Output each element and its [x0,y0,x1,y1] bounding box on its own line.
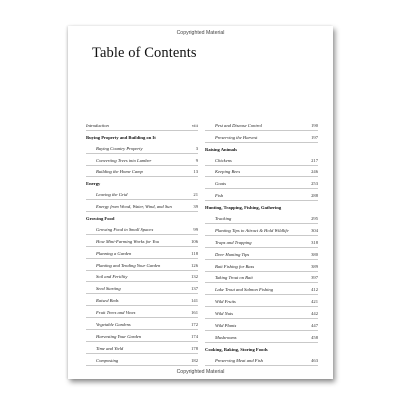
toc-entry [86,259,198,271]
toc-entry-page-number: 197 [311,134,318,140]
toc-entry-title: Mushrooms [215,334,237,340]
toc-entry-title: Planting and Tending Your Garden [96,262,161,268]
toc-entry-title: Growing Food in Small Spaces [96,226,154,232]
toc-entry [205,331,318,343]
toc-entry [205,177,318,189]
toc-entry-title: Bait Fishing for Bass [215,263,255,269]
toc-entry-page-number: 442 [311,311,318,317]
toc-entry-title: Vegetable Gardens [96,322,131,328]
toc-entry-page-number: 172 [191,322,198,328]
toc-entry [205,272,318,284]
toc-entry [86,154,198,166]
toc-entry [205,119,318,131]
toc-entry [205,307,318,319]
toc-entry-page-number: 421 [311,299,318,305]
toc-section-heading [86,131,198,142]
toc-entry-title: Seed Starting [96,286,121,292]
toc-entry-title: How Mini-Farming Works for You [96,238,159,244]
toc-entry-title: Preserving Meat and Fish [215,357,263,363]
toc-entry-page-number: 21 [193,192,198,198]
toc-entry-title: Chickens [215,157,232,163]
toc-entry-title: Buying Country Property [96,145,143,151]
toc-entry [205,354,318,366]
toc-entry [86,235,198,247]
toc-entry-page-number: 463 [311,357,318,363]
toc-entry-page-number: 318 [311,239,318,245]
toc-entry-page-number: 217 [311,157,318,163]
toc-entry-page-number: 295 [311,216,318,222]
book-page [68,26,333,379]
toc-entry [205,154,318,166]
toc-entry [86,306,198,318]
toc-entry-title: Buying Property and Building on It [86,134,156,140]
toc-section-heading [205,201,318,212]
toc-entry-page-number: 304 [311,227,318,233]
toc-entry-page-number: 3 [195,145,198,151]
toc-entry [205,248,318,260]
copyright-notice-bottom: Copyrighted Material [176,369,225,375]
toc-entry-title: Wild Fruits [215,299,236,305]
toc-entry-page-number: 182 [191,357,198,363]
toc-entry [205,260,318,272]
toc-entry-title: Tracking [215,216,232,222]
toc-entry [86,166,198,178]
toc-entry-page-number: 106 [191,238,198,244]
toc-entry-title: Traps and Trapping [215,239,252,245]
toc-entry-title: Planning a Garden [96,250,132,256]
toc-section-heading [86,212,198,223]
toc-entry-page-number: viii [191,122,198,128]
toc-section-heading [205,143,318,154]
toc-entry [86,294,198,306]
toc-entry [86,188,198,200]
toc-entry-page-number: 118 [191,250,198,256]
toc-entry [86,318,198,330]
toc-entry-page-number: 380 [311,251,318,257]
toc-entry-page-number: 39 [193,204,198,210]
copyright-notice-top: Copyrighted Material [176,30,225,36]
toc-entry [205,295,318,307]
toc-entry-page-number: 389 [311,263,318,269]
toc-entry-page-number: 141 [191,298,198,304]
toc-entry-title: Goats [215,181,226,187]
toc-entry-page-number: 190 [311,122,318,128]
toc-entry-title: Pest and Disease Control [215,122,262,128]
toc-column-right [205,119,318,366]
toc-entry-title: Time and Yield [96,345,124,351]
toc-entry [86,342,198,354]
toc-entry-title: Cooking, Baking, Storing Foods [205,346,268,352]
toc-entry-page-number: 447 [311,323,318,329]
toc-entry [205,131,318,143]
toc-entry-page-number: 458 [311,334,318,340]
toc-section-heading [205,343,318,354]
toc-entry-title: Energy [86,181,101,187]
toc-entry-page-number: 161 [191,310,198,316]
toc-entry-page-number: 174 [191,333,198,339]
toc-entry-title: Fish [215,193,224,199]
toc-entry-page-number: 99 [193,226,198,232]
toc-entry [86,271,198,283]
toc-entry-page-number: 246 [311,169,318,175]
toc-entry [86,247,198,259]
toc-entry [205,189,318,201]
toc-entry [86,200,198,212]
toc-entry-title: Taking Trout on Bait [215,275,253,281]
toc-entry [86,330,198,342]
toc-entry-title: Leaving the Grid [96,192,128,198]
toc-entry-title: Wild Plants [215,323,237,329]
toc-entry [205,236,318,248]
page-title: Table of Contents [92,45,197,61]
toc-entry-page-number: 13 [193,169,198,175]
toc-entry-title: Soil and Fertility [96,274,128,280]
toc-entry-page-number: 126 [191,262,198,268]
toc-entry [205,212,318,224]
toc-entry-page-number: 253 [311,181,318,187]
toc-entry-page-number: 137 [191,286,198,292]
toc-entry-title: Keeping Bees [215,169,241,175]
toc-entry [205,224,318,236]
toc-entry [86,119,198,131]
toc-entry [86,354,198,366]
toc-entry-title: Raised Beds [96,298,119,304]
toc-entry-page-number: 9 [195,157,198,163]
toc-entry [86,142,198,154]
toc-entry-page-number: 397 [311,275,318,281]
toc-entry-title: Composting [96,357,119,363]
toc-section-heading [86,177,198,188]
toc-entry-page-number: 132 [191,274,198,280]
toc-entry [86,223,198,235]
toc-entry-title: Harvesting Your Garden [96,333,142,339]
toc-entry [205,319,318,331]
toc-entry-title: Wild Nuts [215,311,233,317]
toc-entry-title: Converting Trees into Lumber [96,157,152,163]
toc-entry [205,166,318,178]
toc-entry-title: Fruit Trees and Vines [96,310,136,316]
toc-entry-title: Raising Animals [205,146,238,152]
toc-entry-page-number: 288 [311,193,318,199]
toc-entry-title: Planting Tips to Attract & Hold Wildlife [215,227,289,233]
toc-entry-title: Deer Hunting Tips [215,251,250,257]
toc-entry-title: Growing Food [86,216,115,222]
toc-entry-title: Hunting, Trapping, Fishing, Gathering [205,205,282,211]
toc-entry [205,283,318,295]
toc-entry-page-number: 412 [311,287,318,293]
toc-entry-title: Preserving the Harvest [215,134,258,140]
toc-entry-title: Introduction [86,122,109,128]
toc-entry-title: Energy from Wood, Water, Wind, and Sun [96,204,172,210]
toc-entry-page-number: 178 [191,345,198,351]
toc-entry [86,282,198,294]
toc-entry-title: Building the Home Camp [96,169,143,175]
toc-entry-title: Lake Trout and Salmon Fishing [215,287,274,293]
toc-column-left [86,119,198,366]
